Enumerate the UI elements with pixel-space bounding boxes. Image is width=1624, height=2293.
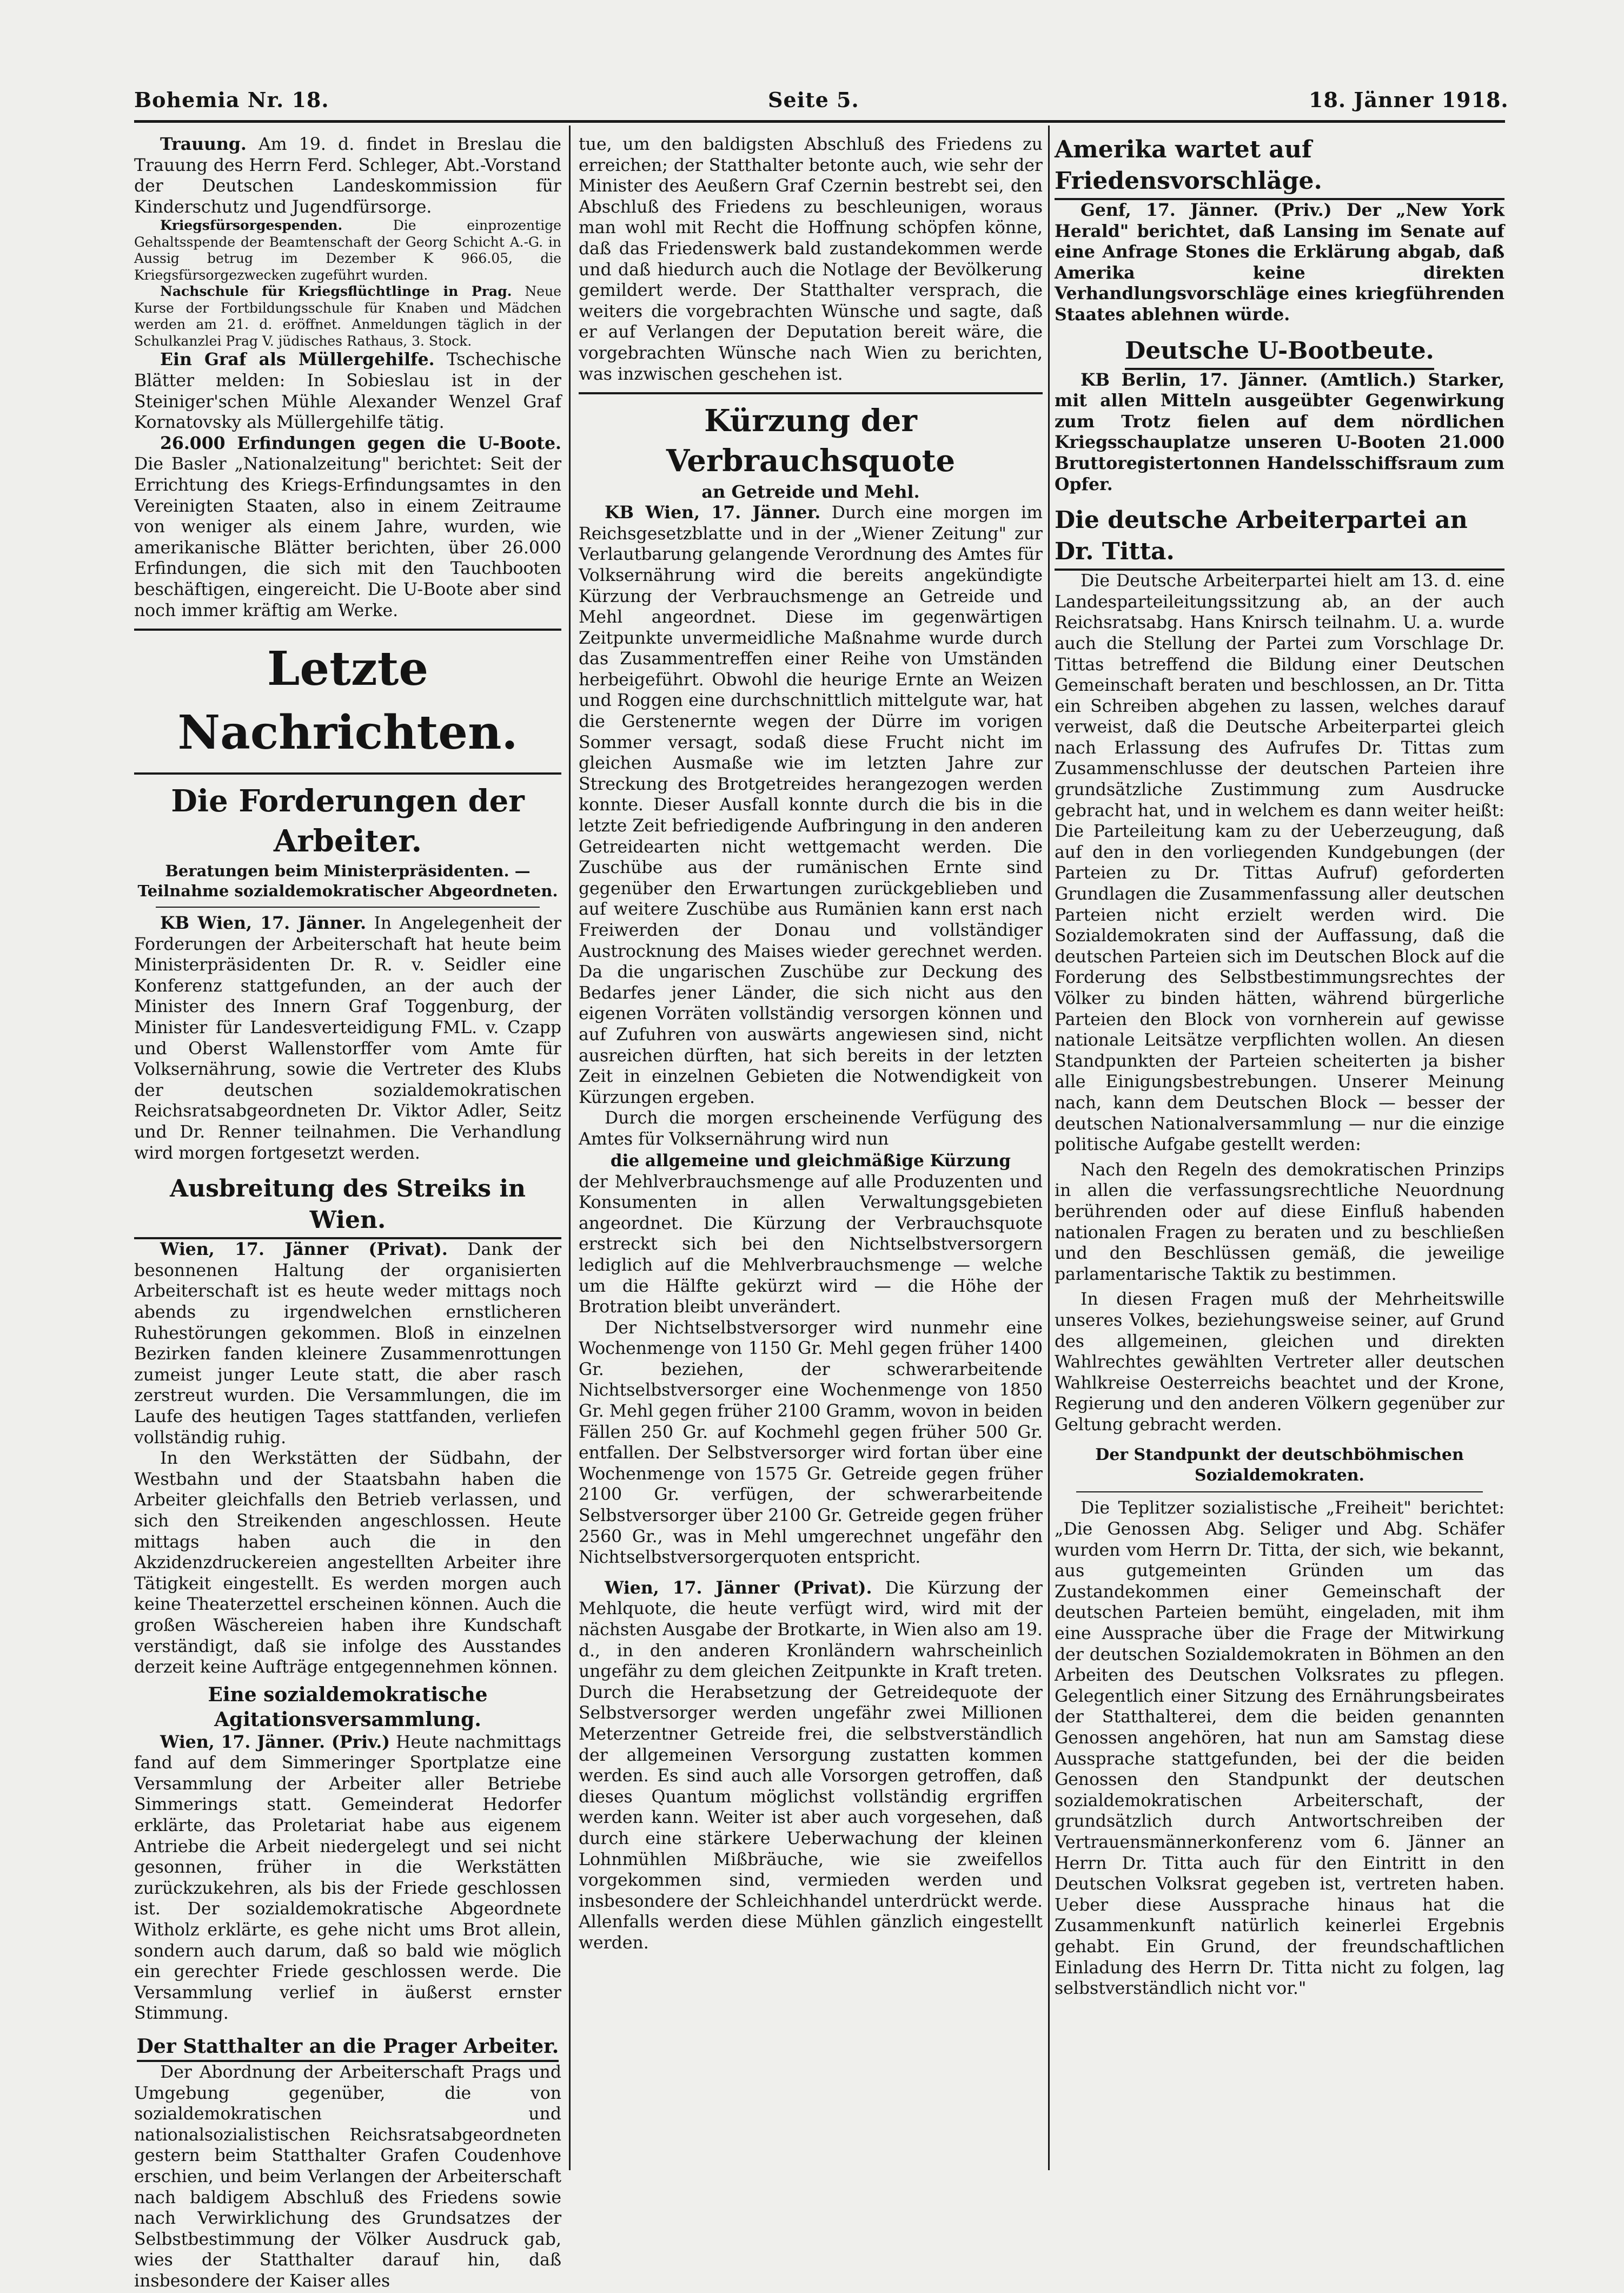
dateline: Genf, 17. Jänner. (Priv.) xyxy=(1081,200,1332,220)
article-title-statthalter: Der Statthalter an die Prager Arbeiter. xyxy=(134,2034,561,2062)
article-title-kuerzung: Kürzung der Verbrauchsquote xyxy=(666,403,956,479)
dateline: KB Wien, 17. Jänner. xyxy=(605,503,821,523)
article-subtitle-kuerzung: an Getreide und Mehl. xyxy=(701,481,920,503)
article-continuation-statthalter: tue, um den baldigsten Abschluß des Friedens zu erreichen; der Statthalter betonte auch, wie sehr der Minister des Aeußern Graf Czernin bestrebt sei, den Abschluß des Friedens zu beschleunigen, woraus man wohl mit Recht die Hoffnung schöpfen könne, daß das Friedenswerk bald zustandekommen werde und daß hiedurch auch die Notlage der Bevölkerung gemildert werde. Der Statthalter versprach, die weiters die vorgebrachten Wünsche und sagte, daß er auf Verlangen der Deputation bereit wäre, die vorgebrachten Wünsche nach Wien zu berichten, was inzwischen geschehen ist. xyxy=(579,135,1043,384)
item-text: Die einprozentige Gehaltsspende der Beamtenschaft der Georg Schicht A.-G. in Aussig betrug im Dezember K 966.05, die Kriegsfürsorgezwecken zugeführt wurden. xyxy=(134,217,561,283)
rule xyxy=(1076,1491,1483,1492)
article-body-kuerzung-3: der Mehlverbrauchsmenge auf alle Produzenten und Konsumenten in allen Verwaltungsgebieten angeordnet. Die Kürzung der Verbrauchsquote erstreckt sich bei den Nichtselbstversorgern lediglich auf die Mehlverbrauchsmenge — welche um die Hälfte gekürzt wird — die Höhe der Brotration bleibt unverändert. xyxy=(579,1172,1043,1317)
header-rule xyxy=(134,120,1505,123)
article-body-statthalter: Der Abordnung der Arbeiterschaft Prags und Umgebung gegenüber, die von sozialdemokratischen und nationalsozialistischen Reichsratsabgeordneten gestern beim Statthalter Grafen Coudenhove erschien, und beim Verlangen der Arbeiterschaft nach baldigem Abschluß des Friedens sowie nach Verwirklichung des Grundsatzes der Selbstbestimmung der Völker Ausdruck gab, wies der Statthalter darauf hin, daß insbesondere der Kaiser alles xyxy=(134,2063,561,2291)
rule xyxy=(156,907,540,908)
article-body-arbeiterpartei-2: Nach den Regeln des demokratischen Prinzips in allen die verfassungsrechtliche Neuordnung berührenden oder auf diese Einfluß habenden nationalen Fragen zu beraten und zu beschließen und den Beschlüssen gemäß, die jeweilige parlamentarische Taktik zu bestimmen. xyxy=(1055,1160,1504,1284)
article-body-forderungen xyxy=(134,913,561,1164)
news-item-nachschule xyxy=(134,283,561,349)
item-text: Die Basler „Nationalzeitung" berichtet: Seit der Errichtung des Kriegs-Erfindungsamtes in den Vereinigten Staaten, also in einem Zeitraume von weniger als einem Jahre, wurden, wie amerikanische Blätter berichten, über 26.000 Erfindungen, die sich mit den Tauchbooten beschäftigen, eingereicht. Die U-Boote aber sind noch immer kräftig am Werke. xyxy=(134,454,561,620)
article-centered-line: die allgemeine und gleichmäßige Kürzung xyxy=(610,1151,1011,1171)
column-1 xyxy=(134,134,562,2291)
article-title-streik: Ausbreitung des Streiks in Wien. xyxy=(134,1173,561,1239)
article-body-arbeiterpartei: Die Deutsche Arbeiterpartei hielt am 13. d. eine Landesparteileitungssitzung ab, an der auch Reichsratsabg. Hans Knirsch teilnahm. U. a. wurde auch die Stellung der Partei zum Vorschlage Dr. Tittas betreffend die Bildung einer Deutschen Gemeinschaft beraten und beschlossen, an Dr. Titta ein Schreiben abgehen zu lassen, welches darauf verweist, daß die Deutsche Arbeiterpartei gleich nach Erlassung des Aufrufes Dr. Tittas zum Zusammenschlusse der deutschen Parteien ihre grundsätzliche Zustimmung zum Ausdrucke gebracht hat, und in welchem es dann weiter heißt: Die Parteileitung kam zu der Ueberzeugung, daß auf den in den vorliegenden Kundgebungen (der Parteien zu Dr. Tittas Aufruf) geforderten Grundlagen die Zusammenfassung aller deutschen Parteien nicht erzielt werden wird. Die Sozialdemokraten sind der Auffassung, daß die deutschen Parteien sich im Deutschen Block auf die Forderung des Selbstbestimmungsrechtes der Völker zu binden hätten, während bürgerliche Parteien den Block von vornherein auf gewisse nationale Leitsätze verpflichten wollen. An diesen Standpunkten der Parteien scheiterten ja bisher alle Einigungsbestrebungen. Unserer Meinung nach, kann dem Deutschen Block — besser der deutschen Nationalversammlung — nur die einzige politische Aufgabe gestellt werden: xyxy=(1055,571,1504,1155)
body-text: In Angelegenheit der Forderungen der Arbeiterschaft hat heute beim Ministerpräsidenten Dr. R. v. Seidler eine Konferenz stattgefunden, an der auch der Minister des Innern Graf Toggenburg, der Minister für Landesverteidigung FML. v. Czapp und Oberst Wallenstorffer vom Amte für Volksernährung, sowie die Vertreter des Klubs der deutschen sozialdemokratischen Reichsratsabgeordneten Dr. Viktor Adler, Seitz und Dr. Renner teilnahmen. Die Verhandlung wird morgen fortgesetzt werden. xyxy=(134,914,562,1163)
news-item-trauung xyxy=(134,134,561,217)
body-text: Dank der besonnenen Haltung der organisierten Arbeiterschaft ist es heute weder mittags noch abends zu irgendwelchen ernstlicheren Ruhestörungen gekommen. Bloß in einzelnen Bezirken fanden kleinere Zusammenrottungen zumeist junger Leute statt, die aber rasch zerstreut wurden. Die Versammlungen, die im Laufe des heutigen Tages stattfanden, verliefen vollständig ruhig. xyxy=(134,1240,561,1448)
article-title-arbeiterpartei: Die deutsche Arbeiterpartei an Dr. Titta. xyxy=(1055,505,1504,571)
dateline: Wien, 17. Jänner (Privat). xyxy=(605,1577,872,1598)
article-title-amerika: Amerika wartet auf Friedensvorschläge. xyxy=(1055,134,1504,200)
article-title-ubootbeute: Deutsche U-Bootbeute. xyxy=(1055,335,1504,370)
column-divider-2 xyxy=(1048,125,1050,2170)
news-item-erfindungen xyxy=(134,433,561,621)
item-text: Tschechische Blätter melden: In Sobieslau ist in der Steiniger'schen Mühle Alexander Wenzel Graf Kornatovsky als Müllergehilfe tätig. xyxy=(134,350,561,433)
article-body-kuerzung-2: Durch die morgen erscheinende Verfügung des Amtes für Volksernährung wird nun xyxy=(579,1108,1043,1149)
news-item-graf xyxy=(134,349,561,433)
dateline: Wien, 17. Jänner. (Priv.) xyxy=(160,1732,390,1752)
article-body-wien-mehlquote xyxy=(579,1578,1043,1954)
article-body-kuerzung-4: Der Nichtselbstversorger wird nunmehr eine Wochenmenge von 1150 Gr. Mehl gegen früher 1400 Gr. beziehen, der schwerarbeitende Nichtselbstversorger eine Wochenmenge von 1850 Gr. Mehl gegen früher 2100 Gramm, wovon in beiden Fällen 250 Gr. auf Kochmehl gegen früher 500 Gr. entfallen. Der Selbstversorger wird fortan über eine Wochenmenge von 1575 Gr. Getreide gegen früher 2100 Gr. verfügen, der schwerarbeitende Selbstversorger über 2100 Gr. Getreide gegen früher 2560 Gr., was in Mehl umgerechnet ungefähr den Nichtselbstversorgerquoten entspricht. xyxy=(579,1318,1043,1568)
article-body-streik-2: In den Werkstätten der Südbahn, der Westbahn und der Staatsbahn haben die Arbeiter gleichfalls den Betrieb verlassen, und sich den Streikenden angeschlossen. Heute mittags haben auch die in den Akzidenzdruckereien angestellten Arbeiter ihre Tätigkeit eingestellt. Es werden morgen auch keine Theaterzettel erscheinen können. Auch die großen Wäschereien haben ihre Kundschaft verständigt, daß sie infolge des Ausstandes derzeit keine Aufträge entgegennehmen können. xyxy=(134,1449,561,1677)
item-text: Am 19. d. findet in Breslau die Trauung des Herrn Ferd. Schleger, Abt.-Vorstand der Deutschen Landeskommission für Kinderschutz und Jugendfürsorge. xyxy=(134,135,561,217)
article-body-ubootbeute xyxy=(1055,370,1504,495)
item-lead: Trauung. xyxy=(160,134,247,154)
dateline: Wien, 17. Jänner (Privat). xyxy=(160,1239,448,1260)
article-subtitle-forderungen: Beratungen beim Ministerpräsidenten. — Teilnahme sozialdemokratischer Abgeordneten. xyxy=(137,862,558,901)
column-divider-1 xyxy=(569,125,571,2170)
body-text: Die Kürzung der Mehlquote, die heute verfügt wird, wird mit der nächsten Ausgabe der Brotkarte, in Wien also am 19. d., in den anderen Kronländern wahrscheinlich ungefähr zu dem gleichen Zeitpunkte in Kraft treten. Durch die Herabsetzung der Getreidequote der Selbstversorger werden ungefähr zwei Millionen Meterzentner Getreide frei, die selbstverständlich der allgemeinen Versorgung zustatten kommen werden. Es sind auch alle Vorsorgen getroffen, daß dieses Quantum möglichst vollständig ergriffen werden kann. Weiter ist aber auch vorgesehen, daß durch eine stärkere Ueberwachung der kleinen Lohnmühlen Mißbräuche, wie sie zweifellos vorgekommen sind, vermieden werden und insbesondere der Schleichhandel unterdrückt werde. Allenfalls werden diese Mühlen gänzlich eingestellt werden. xyxy=(579,1578,1043,1953)
article-body-agitation xyxy=(134,1732,561,2024)
item-lead: Kriegsfürsorgespenden. xyxy=(160,217,343,234)
section-separator xyxy=(134,629,561,631)
masthead-issue: Bohemia Nr. 18. xyxy=(134,88,329,112)
item-text: Neue Kurse der Fortbildungsschule für Knaben und Mädchen werden am 21. d. eröffnet. Anmeldungen täglich in der Schulkanzlei Prag V. jüdisches Rathaus, 3. Stock. xyxy=(134,283,561,349)
item-lead: Nachschule für Kriegsflüchtlinge in Prag. xyxy=(160,283,512,300)
section-separator xyxy=(134,772,561,775)
body-text: Der „New York Herald" berichtet, daß Lansing im Senate auf eine Anfrage Stones die Erklärung abgab, daß Amerika keine direkten Verhandlungsvorschläge eines kriegführenden Staates ablehnen würde. xyxy=(1055,200,1504,325)
section-title-letzte-nachrichten: Letzte Nachrichten. xyxy=(177,642,518,761)
body-text: Durch eine morgen im Reichsgesetzblatte und in der „Wiener Zeitung" zur Verlautbarung gelangende Verordnung des Amtes für Volksernährung wird die bereits angekündigte Kürzung der Verbrauchsmenge an Getreide und Mehl angeordnet. Diese im gegenwärtigen Zeitpunkte unvermeidliche Maßnahme wurde durch das Zusammentreffen einer Reihe von Umständen herbeigeführt. Obwohl die heurige Ernte an Weizen und Roggen eine durchschnittlich mittelgute war, hat die Gerstenernte wegen der Dürre im vorigen Sommer versagt, sodaß diese Frucht nicht im gleichen Ausmaße wie im letzten Jahre zur Streckung des Brotgetreides herangezogen werden konnte. Dieser Ausfall konnte durch die bis in die letzte Zeit befriedigende Aufbringung in den anderen Getreidearten nicht wettgemacht werden. Die Zuschübe aus der rumänischen Ernte sind gegenüber den Erwartungen zurückgeblieben und auf weitere Zuschübe aus Rumänien kann erst nach Freiwerden der Donau und vollständiger Austrocknung des Maises wieder gerechnet werden. Da die ungarischen Zuschübe zur Deckung des Bedarfes jener Länder, die sich nicht aus den eigenen Vorräten vollständig versorgen können und auf Zufuhren von auswärts angewiesen sind, nicht ausreichen dürften, hat sich bereits in der letzten Zeit in einzelnen Gebieten die Notwendigkeit von Kürzungen ergeben. xyxy=(579,503,1043,1107)
item-lead: 26.000 Erfindungen gegen die U-Boote. xyxy=(160,433,561,453)
article-body-standpunkt: Die Teplitzer sozialistische „Freiheit" berichtet: „Die Genossen Abg. Seliger und Abg. Schäfer wurden vom Herrn Dr. Titta, der sich, wie bekannt, aus gutgemeinten Gründen um das Zustandekommen einer Gemeinschaft der deutschen Parteien bemüht, eingeladen, mit ihm eine Aussprache über die Frage der Mitwirkung der deutschen Sozialdemokraten in Böhmen an den Arbeiten des Deutschen Volksrates zu pflegen. Gelegentlich einer Sitzung des Ernährungsbeirates der Statthalterei, dem die beiden genannten Genossen angehören, hat nun am Samstag diese Aussprache stattgefunden, bei der die beiden Genossen den Standpunkt der deutschen sozialdemokratischen Arbeiterschaft, der grundsätzlich durch Antwortschreiben der Vertrauensmännerkonferenz vom 6. Jänner an Herrn Dr. Titta auch für den Eintritt in den Deutschen Volksrat gegeben ist, vertreten haben. Ueber diese Aussprache hinaus hat die Zusammenkunft natürlich keinerlei Ergebnis gehabt. Ein Grund, der freundschaftlichen Einladung des Herrn Dr. Titta nicht zu folgen, lag selbstverständlich nicht vor." xyxy=(1055,1498,1504,1999)
news-item-kriegsfuersorge xyxy=(134,217,561,283)
page-number: Seite 5. xyxy=(768,88,859,112)
article-body-kuerzung xyxy=(579,503,1043,1108)
article-title-forderungen: Die Forderungen der Arbeiter. xyxy=(171,783,525,860)
dateline: KB Berlin, 17. Jänner. (Amtlich.) xyxy=(1081,369,1416,390)
article-body-streik xyxy=(134,1239,561,1448)
article-title-standpunkt: Der Standpunkt der deutschböhmischen Sozialdemokraten. xyxy=(1095,1445,1464,1485)
column-3 xyxy=(1055,134,1504,2190)
body-text: Starker, mit allen Mitteln ausgeübter Gegenwirkung zum Trotz fielen auf dem nördlichen Kriegsschauplatze unseren U-Booten 21.000 Bruttoregistertonnen Handelsschiffsraum zum Opfer. xyxy=(1055,369,1504,494)
item-lead: Ein Graf als Müllergehilfe. xyxy=(160,349,435,370)
section-separator xyxy=(579,392,1043,394)
article-body-amerika xyxy=(1055,200,1504,326)
body-text: Heute nachmittags fand auf dem Simmeringer Sportplatze eine Versammlung der Arbeiter aller Betriebe Simmerings statt. Gemeinderat Hedorfer erklärte, das Proletariat habe aus eigenem Antriebe die Arbeit niedergelegt und sei nicht gesonnen, früher in die Werkstätten zurückzukehren, als bis der Friede geschlossen ist. Der sozialdemokratische Abgeordnete Witholz erklärte, es gehe nicht ums Brot allein, sondern auch darum, daß so bald wie möglich ein gerechter Friede geschlossen werde. Die Versammlung verlief in äußerst ernster Stimmung. xyxy=(134,1732,561,2024)
dateline: KB Wien, 17. Jänner. xyxy=(160,913,367,934)
column-2 xyxy=(579,134,1043,2190)
issue-date: 18. Jänner 1918. xyxy=(1309,88,1509,112)
article-body-arbeiterpartei-3: In diesen Fragen muß der Mehrheitswille unseres Volkes, beziehungsweise seiner, auf Grund des allgemeinen, gleichen und direkten Wahlrechtes gewählten Vertreter aller deutschen Wahlkreise Oesterreichs beachtet und der Krone, Regierung und den anderen Völkern gegenüber zur Geltung gebracht werden. xyxy=(1055,1290,1504,1435)
article-title-agitation: Eine sozialdemokratische Agitationsversammlung. xyxy=(208,1683,488,1731)
